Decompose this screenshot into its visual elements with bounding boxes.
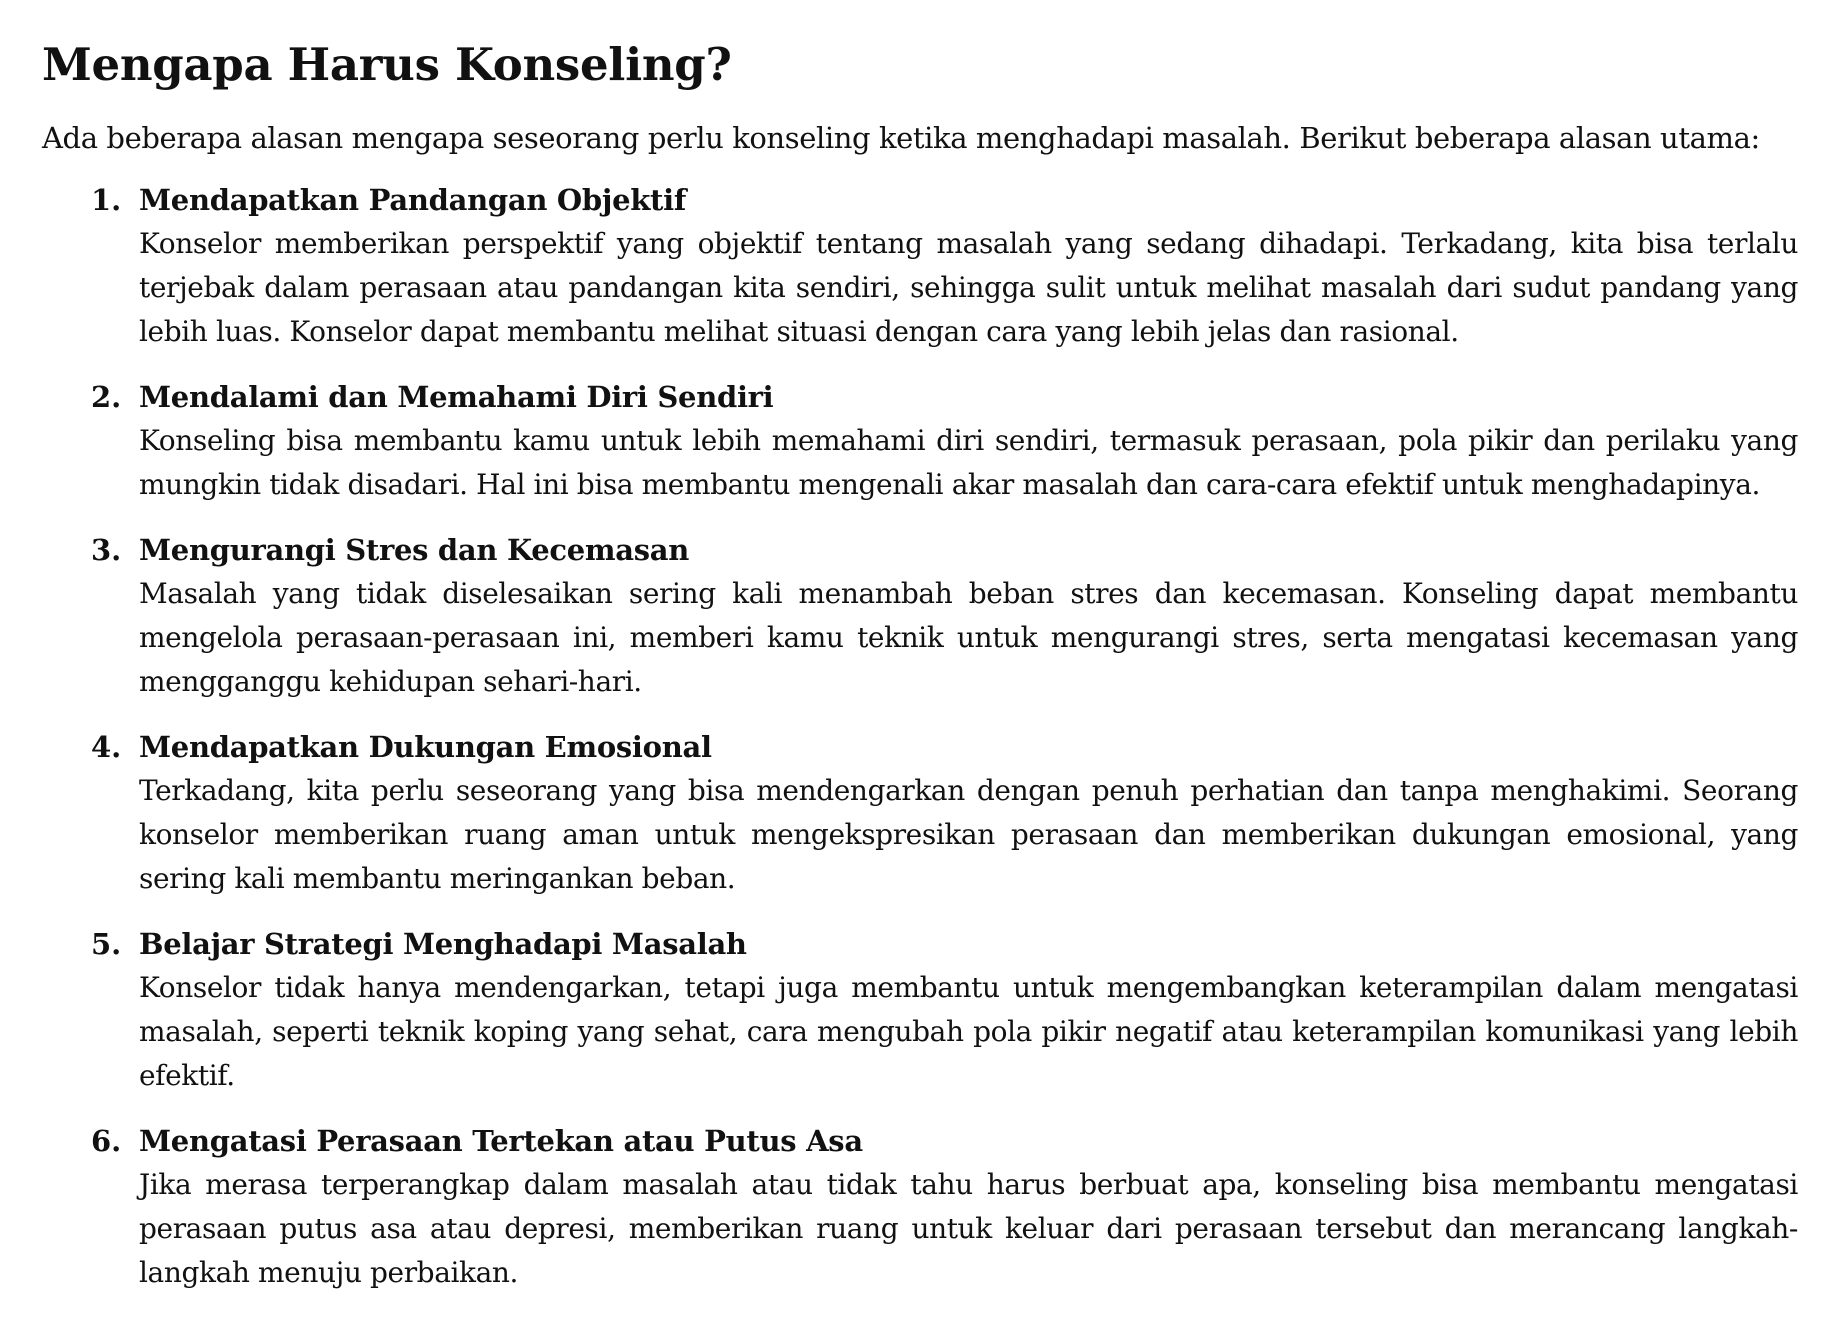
list-item-number: 6. <box>91 1124 122 1158</box>
list-item-title: Mendalami dan Memahami Diri Sendiri <box>139 380 774 414</box>
list-item <box>42 922 1798 1098</box>
list-item-body: Terkadang, kita perlu seseorang yang bisa mendengarkan dengan penuh perhatian dan tanpa menghakimi. Seorang konselor memberikan ruang aman untuk mengekspresikan perasaan dan memberikan dukungan emosional, yang sering kali membantu meringankan beban. <box>139 774 1798 895</box>
list-item-number: 1. <box>91 183 122 217</box>
list-item <box>42 528 1798 704</box>
list-item-title: Belajar Strategi Menghadapi Masalah <box>139 927 747 961</box>
list-item-title: Mengurangi Stres dan Kecemasan <box>139 533 690 567</box>
list-item-number: 5. <box>91 927 122 961</box>
list-item <box>42 1119 1798 1295</box>
list-item <box>42 178 1798 354</box>
list-item-body: Konselor tidak hanya mendengarkan, tetapi juga membantu untuk mengembangkan keterampilan dalam mengatasi masalah, seperti teknik koping yang sehat, cara mengubah pola pikir negatif atau keterampilan komunikasi yang lebih efektif. <box>139 971 1798 1092</box>
list-item-title: Mengatasi Perasaan Tertekan atau Putus Asa <box>139 1124 863 1158</box>
reasons-list <box>42 178 1798 1295</box>
list-item-number: 3. <box>91 533 122 567</box>
intro-paragraph: Ada beberapa alasan mengapa seseorang perlu konseling ketika menghadapi masalah. Berikut beberapa alasan utama: <box>42 121 1760 155</box>
list-item-body: Jika merasa terperangkap dalam masalah atau tidak tahu harus berbuat apa, konseling bisa membantu mengatasi perasaan putus asa atau depresi, memberikan ruang untuk keluar dari perasaan tersebut dan merancang langkah-langkah menuju perbaikan. <box>139 1168 1798 1289</box>
list-item-body: Konselor memberikan perspektif yang objektif tentang masalah yang sedang dihadapi. Terkadang, kita bisa terlalu terjebak dalam perasaan atau pandangan kita sendiri, sehingga sulit untuk melihat masalah dari sudut pandang yang lebih luas. Konselor dapat membantu melihat situasi dengan cara yang lebih jelas dan rasional. <box>139 227 1798 348</box>
list-item-title: Mendapatkan Dukungan Emosional <box>139 730 712 764</box>
page-title: Mengapa Harus Konseling? <box>42 38 732 91</box>
list-item-number: 4. <box>91 730 122 764</box>
list-item <box>42 725 1798 901</box>
list-item-title: Mendapatkan Pandangan Objektif <box>139 183 686 217</box>
list-item <box>42 375 1798 507</box>
list-item-number: 2. <box>91 380 122 414</box>
list-item-body: Konseling bisa membantu kamu untuk lebih memahami diri sendiri, termasuk perasaan, pola pikir dan perilaku yang mungkin tidak disadari. Hal ini bisa membantu mengenali akar masalah dan cara-cara efektif untuk menghadapinya. <box>139 424 1798 501</box>
list-item-body: Masalah yang tidak diselesaikan sering kali menambah beban stres dan kecemasan. Konseling dapat membantu mengelola perasaan-perasaan ini, memberi kamu teknik untuk mengurangi stres, serta mengatasi kecemasan yang mengganggu kehidupan sehari-hari. <box>139 577 1798 698</box>
